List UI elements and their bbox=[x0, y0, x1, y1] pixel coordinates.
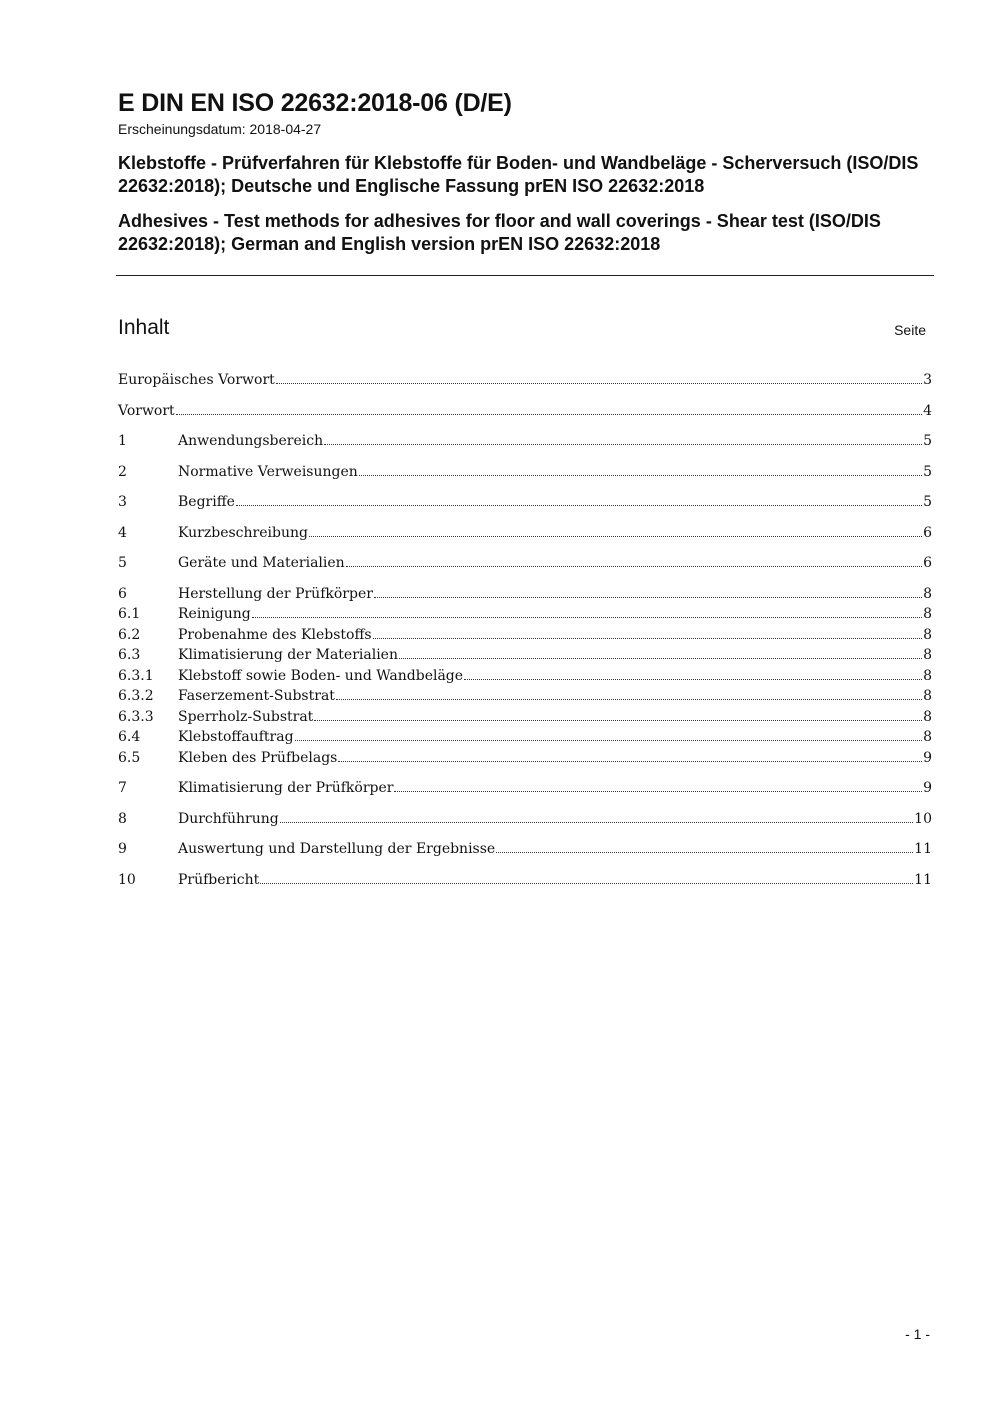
toc-entry-title: Kleben des Prüfbelags bbox=[178, 749, 338, 766]
toc-entry[interactable] bbox=[118, 553, 932, 574]
toc-entry-number: 7 bbox=[118, 780, 127, 796]
toc-entry[interactable] bbox=[118, 401, 932, 422]
toc-dot-leader bbox=[374, 597, 922, 598]
toc-entry-page: 11 bbox=[914, 841, 932, 857]
toc-entry[interactable] bbox=[118, 707, 932, 728]
toc-dot-leader bbox=[295, 740, 923, 741]
toc-entry[interactable] bbox=[118, 778, 932, 799]
toc-entry-number: 5 bbox=[118, 555, 127, 571]
toc-entry-page: 6 bbox=[923, 555, 932, 571]
toc-entry-title: Sperrholz-Substrat bbox=[178, 708, 314, 725]
toc-entry-number: 6 bbox=[118, 585, 127, 602]
document-header bbox=[118, 88, 934, 256]
toc-entry[interactable] bbox=[118, 839, 932, 860]
toc-dot-leader bbox=[394, 791, 922, 792]
toc-dot-leader bbox=[338, 761, 922, 762]
toc-entry-number: 8 bbox=[118, 810, 127, 827]
toc-entry[interactable] bbox=[118, 604, 932, 625]
toc-entry-page: 8 bbox=[923, 647, 932, 663]
toc-dot-leader bbox=[176, 414, 922, 415]
toc-dot-leader bbox=[346, 566, 922, 567]
toc-entry-title: Klimatisierung der Materialien bbox=[178, 647, 398, 663]
toc-entry[interactable] bbox=[118, 584, 932, 605]
toc-entry-page: 8 bbox=[923, 729, 932, 745]
toc-entry[interactable] bbox=[118, 523, 932, 544]
toc-entry-page: 6 bbox=[923, 524, 932, 541]
toc-entry-number: 4 bbox=[118, 524, 127, 541]
toc-dot-leader bbox=[496, 852, 913, 853]
toc-entry-page: 3 bbox=[923, 372, 932, 388]
toc-entry-page: 8 bbox=[923, 667, 932, 684]
toc-entry-page: 9 bbox=[923, 749, 932, 766]
toc-dot-leader bbox=[399, 658, 922, 659]
toc-entry-page: 4 bbox=[923, 402, 932, 419]
toc-entry-number: 10 bbox=[118, 871, 136, 888]
toc-entry-title: Klebstoffauftrag bbox=[178, 729, 294, 745]
toc-entry-title: Kurzbeschreibung bbox=[178, 524, 308, 541]
toc-entry-number: 6.3.2 bbox=[118, 688, 154, 704]
toc-entry-page: 8 bbox=[923, 688, 932, 704]
publication-date: Erscheinungsdatum: 2018-04-27 bbox=[118, 121, 322, 137]
document-id: E DIN EN ISO 22632:2018-06 (D/E) bbox=[118, 89, 512, 117]
toc-entry-page: 5 bbox=[923, 494, 932, 510]
toc-entry[interactable] bbox=[118, 492, 932, 513]
toc-entry-page: 5 bbox=[923, 463, 932, 480]
toc-entry-number: 6.3.1 bbox=[118, 667, 154, 684]
toc-entry-title: Reinigung bbox=[178, 606, 251, 622]
table-of-contents bbox=[118, 370, 932, 890]
toc-entry[interactable] bbox=[118, 625, 932, 646]
toc-dot-leader bbox=[260, 883, 913, 884]
toc-entry-title: Anwendungsbereich bbox=[178, 433, 324, 449]
toc-entry[interactable] bbox=[118, 431, 932, 452]
toc-dot-leader bbox=[276, 383, 922, 384]
toc-dot-leader bbox=[314, 720, 922, 721]
toc-entry-title: Klimatisierung der Prüfkörper bbox=[178, 780, 394, 796]
toc-dot-leader bbox=[309, 536, 922, 537]
toc-entry-number: 9 bbox=[118, 841, 127, 857]
toc-entry-title: Normative Verweisungen bbox=[178, 463, 358, 480]
toc-entry-page: 9 bbox=[923, 780, 932, 796]
toc-dot-leader bbox=[359, 475, 922, 476]
toc-page-label: Seite bbox=[894, 322, 926, 338]
toc-entry-title: Probenahme des Klebstoffs bbox=[178, 626, 372, 643]
toc-entry-number: 6.1 bbox=[118, 606, 141, 622]
page-number: - 1 - bbox=[905, 1326, 930, 1342]
toc-entry-page: 5 bbox=[923, 433, 932, 449]
toc-dot-leader bbox=[236, 505, 922, 506]
toc-entry-page: 8 bbox=[923, 626, 932, 643]
toc-entry[interactable] bbox=[118, 748, 932, 769]
toc-dot-leader bbox=[280, 822, 913, 823]
toc-entry-title: Durchführung bbox=[178, 810, 279, 827]
toc-entry-title: Geräte und Materialien bbox=[178, 555, 345, 571]
toc-title: Inhalt bbox=[118, 316, 170, 339]
header-divider bbox=[116, 275, 934, 276]
toc-entry-number: 6.3 bbox=[118, 647, 141, 663]
toc-entry-page: 11 bbox=[914, 871, 932, 888]
toc-dot-leader bbox=[324, 444, 922, 445]
toc-entry-title: Klebstoff sowie Boden- und Wandbeläge bbox=[178, 667, 464, 684]
toc-entry[interactable] bbox=[118, 727, 932, 748]
toc-dot-leader bbox=[464, 679, 922, 680]
toc-entry[interactable] bbox=[118, 666, 932, 687]
toc-dot-leader bbox=[336, 699, 922, 700]
toc-heading bbox=[118, 314, 926, 344]
toc-entry-page: 8 bbox=[923, 606, 932, 622]
toc-entry-page: 8 bbox=[923, 708, 932, 725]
toc-entry-title: Herstellung der Prüfkörper bbox=[178, 585, 373, 602]
toc-entry-number: 2 bbox=[118, 463, 127, 480]
toc-dot-leader bbox=[373, 638, 922, 639]
toc-entry[interactable] bbox=[118, 809, 932, 830]
toc-entry-number: 6.4 bbox=[118, 729, 141, 745]
toc-entry-number: 3 bbox=[118, 494, 127, 510]
toc-entry[interactable] bbox=[118, 870, 932, 891]
toc-entry-number: 6.3.3 bbox=[118, 708, 154, 725]
toc-entry-title: Auswertung und Darstellung der Ergebnisse bbox=[178, 841, 496, 857]
toc-entry[interactable] bbox=[118, 462, 932, 483]
toc-entry-title: Europäisches Vorwort bbox=[118, 372, 275, 388]
toc-entry-number: 6.5 bbox=[118, 749, 141, 766]
toc-entry-page: 8 bbox=[923, 585, 932, 602]
toc-entry-number: 1 bbox=[118, 433, 127, 449]
toc-entry-title: Vorwort bbox=[118, 402, 175, 419]
title-english: Adhesives - Test methods for adhesives for floor and wall coverings - Shear test (ISO/DIS 22632:2018); German and English version prEN ISO 22632:2018 bbox=[118, 211, 881, 254]
toc-entry[interactable] bbox=[118, 686, 932, 707]
toc-dot-leader bbox=[252, 617, 922, 618]
toc-entry-title: Begriffe bbox=[178, 494, 235, 510]
toc-entry-number: 6.2 bbox=[118, 626, 141, 643]
title-german: Klebstoffe - Prüfverfahren für Klebstoffe für Boden- und Wandbeläge - Scherversuch (ISO/DIS 22632:2018); Deutsche und Englische Fassung prEN ISO 22632:2018 bbox=[118, 153, 919, 196]
toc-entry-title: Prüfbericht bbox=[178, 871, 260, 888]
toc-entry-page: 10 bbox=[914, 810, 932, 827]
toc-entry[interactable] bbox=[118, 370, 932, 391]
toc-entry[interactable] bbox=[118, 645, 932, 666]
toc-entry-title: Faserzement-Substrat bbox=[178, 688, 335, 704]
